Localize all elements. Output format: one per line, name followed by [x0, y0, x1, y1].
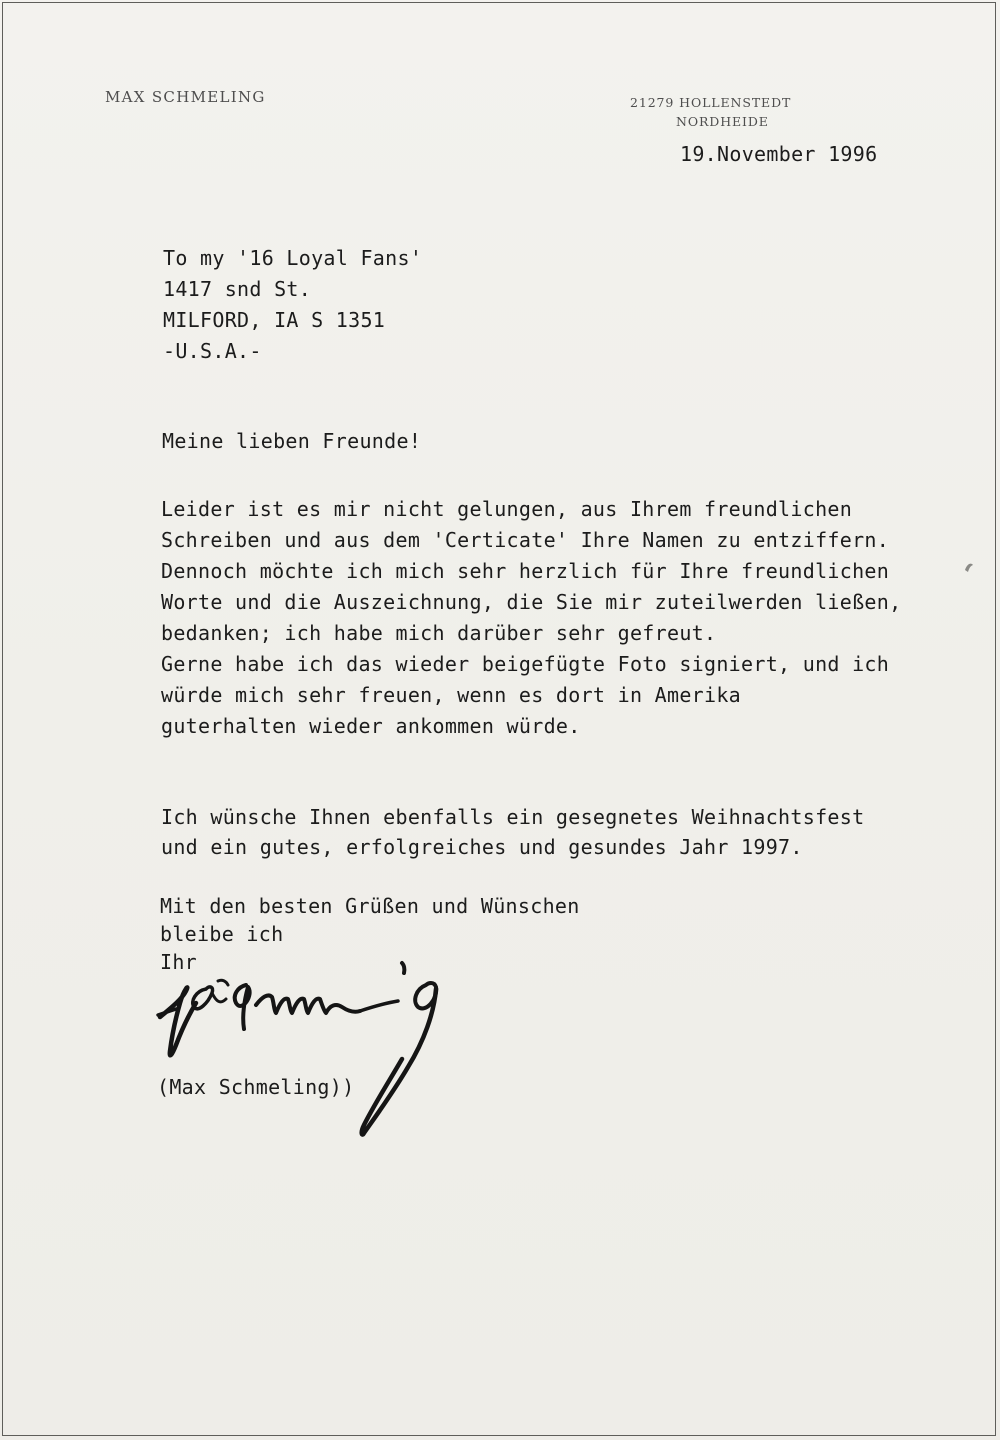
body-paragraph-1 — [161, 494, 901, 742]
body-line: Ich wünsche Ihnen ebenfalls ein gesegnetes Weihnachtsfest — [161, 805, 865, 829]
letterhead-address-line-1: 21279 HOLLENSTEDT — [630, 95, 792, 110]
body-line: Dennoch möchte ich mich sehr herzlich für Ihre freundlichen — [161, 559, 890, 583]
closing-line: Ihr — [160, 950, 198, 974]
body-line: würde mich sehr freuen, wenn es dort in Amerika — [161, 683, 742, 707]
recipient-block — [163, 243, 422, 367]
body-line: bedanken; ich habe mich darüber sehr gefreut. — [161, 621, 717, 645]
closing-line: bleibe ich — [160, 922, 284, 946]
printed-signature-name: (Max Schmeling)) — [157, 1075, 355, 1099]
body-line: Leider ist es mir nicht gelungen, aus Ihrem freundlichen — [161, 497, 853, 521]
letterhead-address-line-2: NORDHEIDE — [676, 114, 769, 129]
body-line: Schreiben und aus dem 'Certicate' Ihre Namen zu entziffern. — [161, 528, 890, 552]
body-line: guterhalten wieder ankommen würde. — [161, 714, 581, 738]
recipient-line: 1417 snd St. — [163, 277, 312, 301]
letter-date: 19.November 1996 — [680, 142, 878, 166]
handwritten-signature — [150, 955, 450, 1145]
recipient-line: To my '16 Loyal Fans' — [163, 246, 423, 270]
body-line: und ein gutes, erfolgreiches und gesundes Jahr 1997. — [161, 835, 803, 859]
letterhead-name: MAX SCHMELING — [105, 88, 266, 106]
closing-line: Mit den besten Grüßen und Wünschen — [160, 894, 580, 918]
body-line: Worte und die Auszeichnung, die Sie mir zuteilwerden ließen, — [161, 590, 902, 614]
body-paragraph-2 — [161, 802, 864, 862]
salutation: Meine lieben Freunde! — [162, 429, 422, 453]
recipient-line: -U.S.A.- — [163, 339, 262, 363]
body-line: Gerne habe ich das wieder beigefügte Foto signiert, und ich — [161, 652, 890, 676]
recipient-line: MILFORD, IA S 1351 — [163, 308, 386, 332]
paper-mark-icon — [962, 558, 976, 574]
